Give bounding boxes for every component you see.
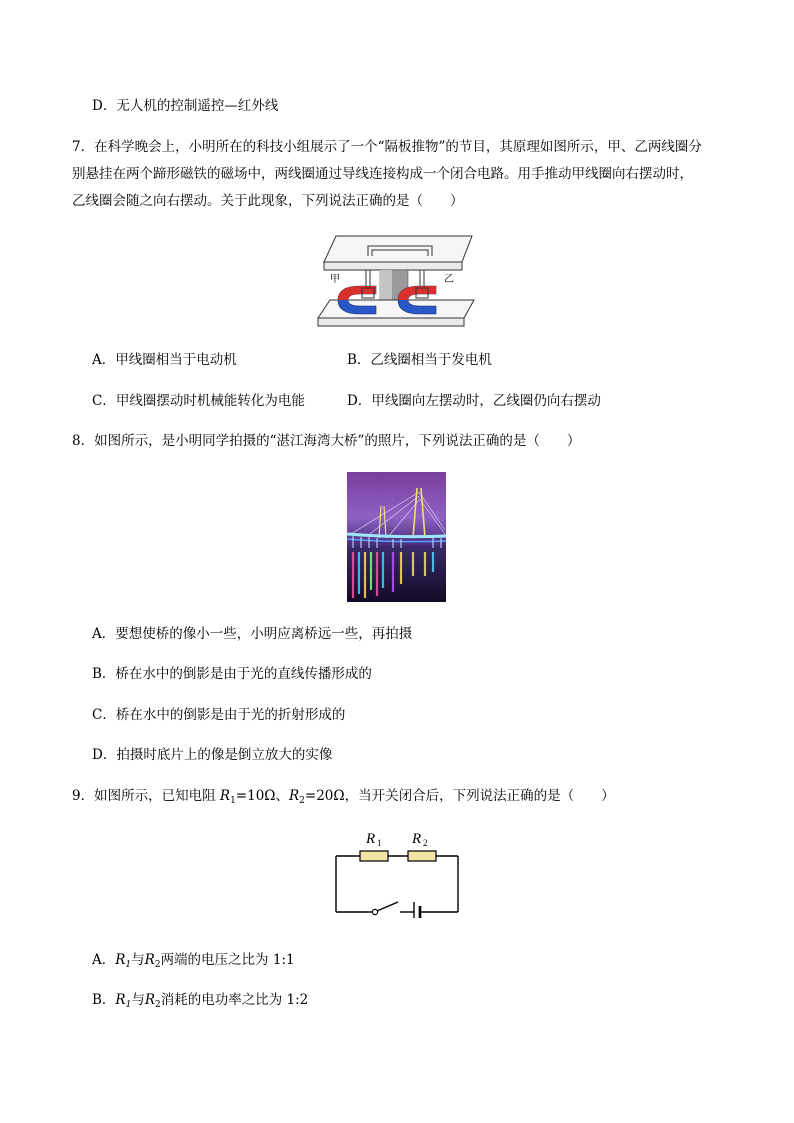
q9-option-b-r1: R xyxy=(115,992,126,1008)
q7-stem-line-1: 7．在科学晚会上，小明所在的科技小组展示了一个“隔板推物”的节目，其原理如图所示，甲、乙两线圈分 xyxy=(72,139,702,155)
q9-option-a-r2-sub: 2 xyxy=(154,960,161,970)
q9-option-a-and: 与 xyxy=(131,952,145,968)
q9-option-a-r1-sub: 1 xyxy=(125,960,132,970)
q9-option-b xyxy=(92,991,308,1014)
q9-r1-symbol: R xyxy=(219,788,231,804)
q6-option-d: D．无人机的控制遥控—红外线 xyxy=(92,98,279,114)
q7-magnet-figure xyxy=(316,230,478,328)
q8-option-a: A．要想使桥的像小一些，小明应离桥远一些，再拍摄 xyxy=(92,626,413,642)
q9-option-a-r1: R xyxy=(115,952,126,968)
q9-option-b-suffix: 消耗的电功率之比为 1:2 xyxy=(160,992,309,1008)
q7-option-c: C．甲线圈摆动时机械能转化为电能 xyxy=(92,393,305,409)
q9-option-a-suffix: 两端的电压之比为 1:1 xyxy=(160,952,295,968)
q9-option-a-r2: R xyxy=(144,952,155,968)
q9-r2-value: =20Ω，当开关闭合后，下列说法正确的是（ ） xyxy=(304,788,615,804)
q8-stem: 8．如图所示，是小明同学拍摄的“湛江海湾大桥”的照片，下列说法正确的是（ ） xyxy=(72,433,581,449)
q9-switch xyxy=(377,902,398,911)
q9-resistor-r2 xyxy=(408,851,436,861)
q9-label-r2-sub: 2 xyxy=(423,838,428,848)
q9-label-r1-sub: 1 xyxy=(377,838,382,848)
q9-option-b-and: 与 xyxy=(131,992,145,1008)
q9-option-b-r2: R xyxy=(144,992,155,1008)
q7-label-jia: 甲 xyxy=(330,274,340,285)
q8-option-c: C．桥在水中的倒影是由于光的折射形成的 xyxy=(92,707,346,723)
q9-label-r2: R xyxy=(412,831,422,847)
q9-r2-sub: 2 xyxy=(299,796,305,806)
q7-label-yi: 乙 xyxy=(444,274,454,285)
q9-circuit-diagram xyxy=(330,826,464,918)
q9-option-b-prefix: B． xyxy=(92,992,116,1008)
q9-option-a xyxy=(92,951,295,974)
q9-option-b-r2-sub: 2 xyxy=(155,1000,161,1010)
q7-stem-line-2: 别悬挂在两个蹄形磁铁的磁场中，两线圈通过导线连接构成一个闭合电路。用手推动甲线圈向右摆动时， xyxy=(72,166,693,182)
q7-option-d: D．甲线圈向左摆动时，乙线圈仍向右摆动 xyxy=(347,393,601,409)
q9-label-r1: R xyxy=(366,831,376,847)
q9-option-a-prefix: A． xyxy=(92,952,116,968)
q9-r1-sub: 1 xyxy=(230,796,236,806)
q8-option-b: B．桥在水中的倒影是由于光的直线传播形成的 xyxy=(92,666,372,682)
q9-stem-prefix: 9．如图所示，已知电阻 xyxy=(72,788,220,804)
q8-bridge-photo xyxy=(347,472,446,602)
q9-r1-value: =10Ω、 xyxy=(235,788,289,804)
q7-option-b: B．乙线圈相当于发电机 xyxy=(347,352,492,368)
q7-stem-line-3: 乙线圈会随之向右摆动。关于此现象，下列说法正确的是（ ） xyxy=(72,193,464,209)
q7-option-a: A．甲线圈相当于电动机 xyxy=(92,352,237,368)
q9-resistor-r1 xyxy=(360,851,388,861)
q8-option-d: D．拍摄时底片上的像是倒立放大的实像 xyxy=(92,747,333,763)
q9-stem xyxy=(72,787,615,810)
q9-r2-symbol: R xyxy=(288,788,300,804)
q9-switch-pivot xyxy=(372,909,377,914)
q9-option-b-r1-sub: 1 xyxy=(125,1000,132,1010)
